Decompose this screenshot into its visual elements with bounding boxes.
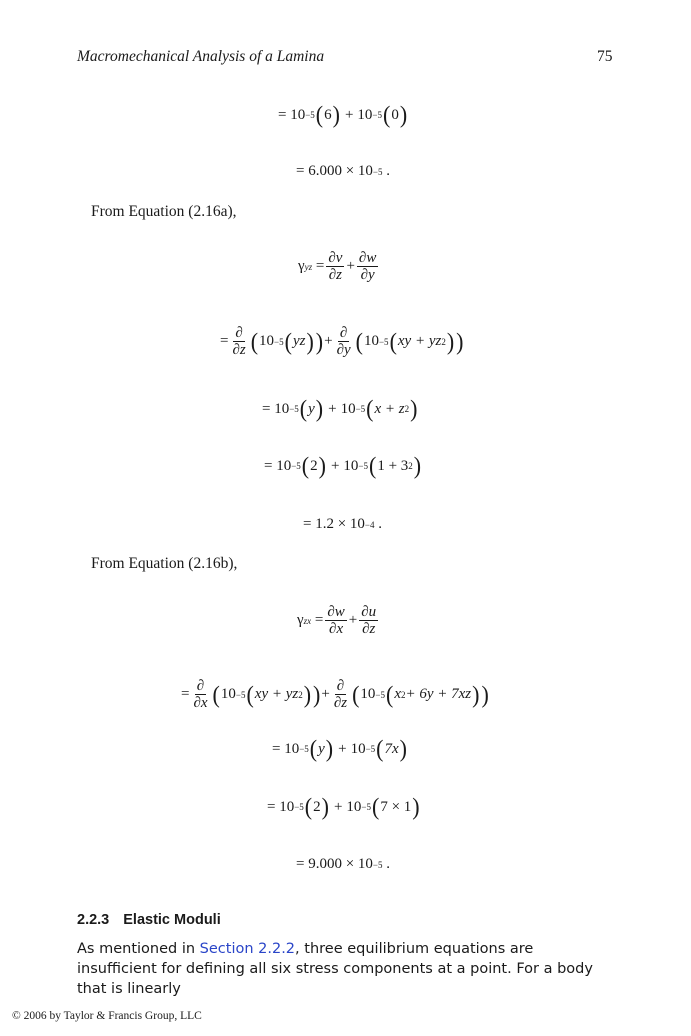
equation-line: = 10 −5 ( y ) + 10 −5 ( x + z 2 ) <box>262 394 418 423</box>
equation-line: = 10 −5 ( 2 ) + 10 −5 ( 1 + 3 2 ) <box>264 451 422 480</box>
body-paragraph: As mentioned in Section 2.2.2, three equilibrium equations are insufficient for defining all six stress components at a point. For a body that is linearly <box>77 941 593 997</box>
section-link[interactable]: Section 2.2.2 <box>199 941 296 957</box>
equation-line: = $\frac{\partial}{\partial x}$ ( 10 −5 ( xy + yz 2 ) ) + $\frac{\partial}{\partial z}$ ( 10 −5 ( x 2 + 6y + 7xz ) ) <box>181 678 489 711</box>
equation-line: = 10 −5 ( 2 ) + 10 −5 ( 7 × 1 ) <box>267 792 420 821</box>
equation-line: = 10 −5 ( y ) + 10 −5 ( 7x ) <box>272 734 407 763</box>
equation-line: γ yz = $\frac{\partial v}{\partial z}$ + $\frac{\partial w}{\partial y}$ <box>298 250 377 283</box>
equation-line: = 9.000 × 10 −5 . <box>296 856 390 872</box>
equation-reference: From Equation (2.16a), <box>91 203 237 220</box>
copyright-footer: © 2006 by Taylor & Francis Group, LLC <box>12 1010 202 1022</box>
section-title: Elastic Moduli <box>123 912 221 928</box>
page-number: 75 <box>597 48 613 65</box>
equation-line: = 1.2 × 10 −4 . <box>303 516 382 532</box>
equation-line: γ zx = $\frac{\partial w}{\partial x}$ + $\frac{\partial u}{\partial z}$ <box>297 604 377 637</box>
running-header-title: Macromechanical Analysis of a Lamina <box>77 48 325 65</box>
section-number: 2.2.3 <box>77 912 110 928</box>
equation-line: = 10 −5 ( 6 ) + 10 −5 ( 0 ) <box>278 100 408 129</box>
section-heading <box>77 912 221 928</box>
equation-reference: From Equation (2.16b), <box>91 555 238 572</box>
equation-line: = $\frac{\partial}{\partial z}$ ( 10 −5 ( yz ) ) + $\frac{\partial}{\partial y}$ ( 10 −5 ( xy + yz 2 ) ) <box>220 325 464 358</box>
equation-line: = 6.000 × 10 −5 . <box>296 163 390 179</box>
